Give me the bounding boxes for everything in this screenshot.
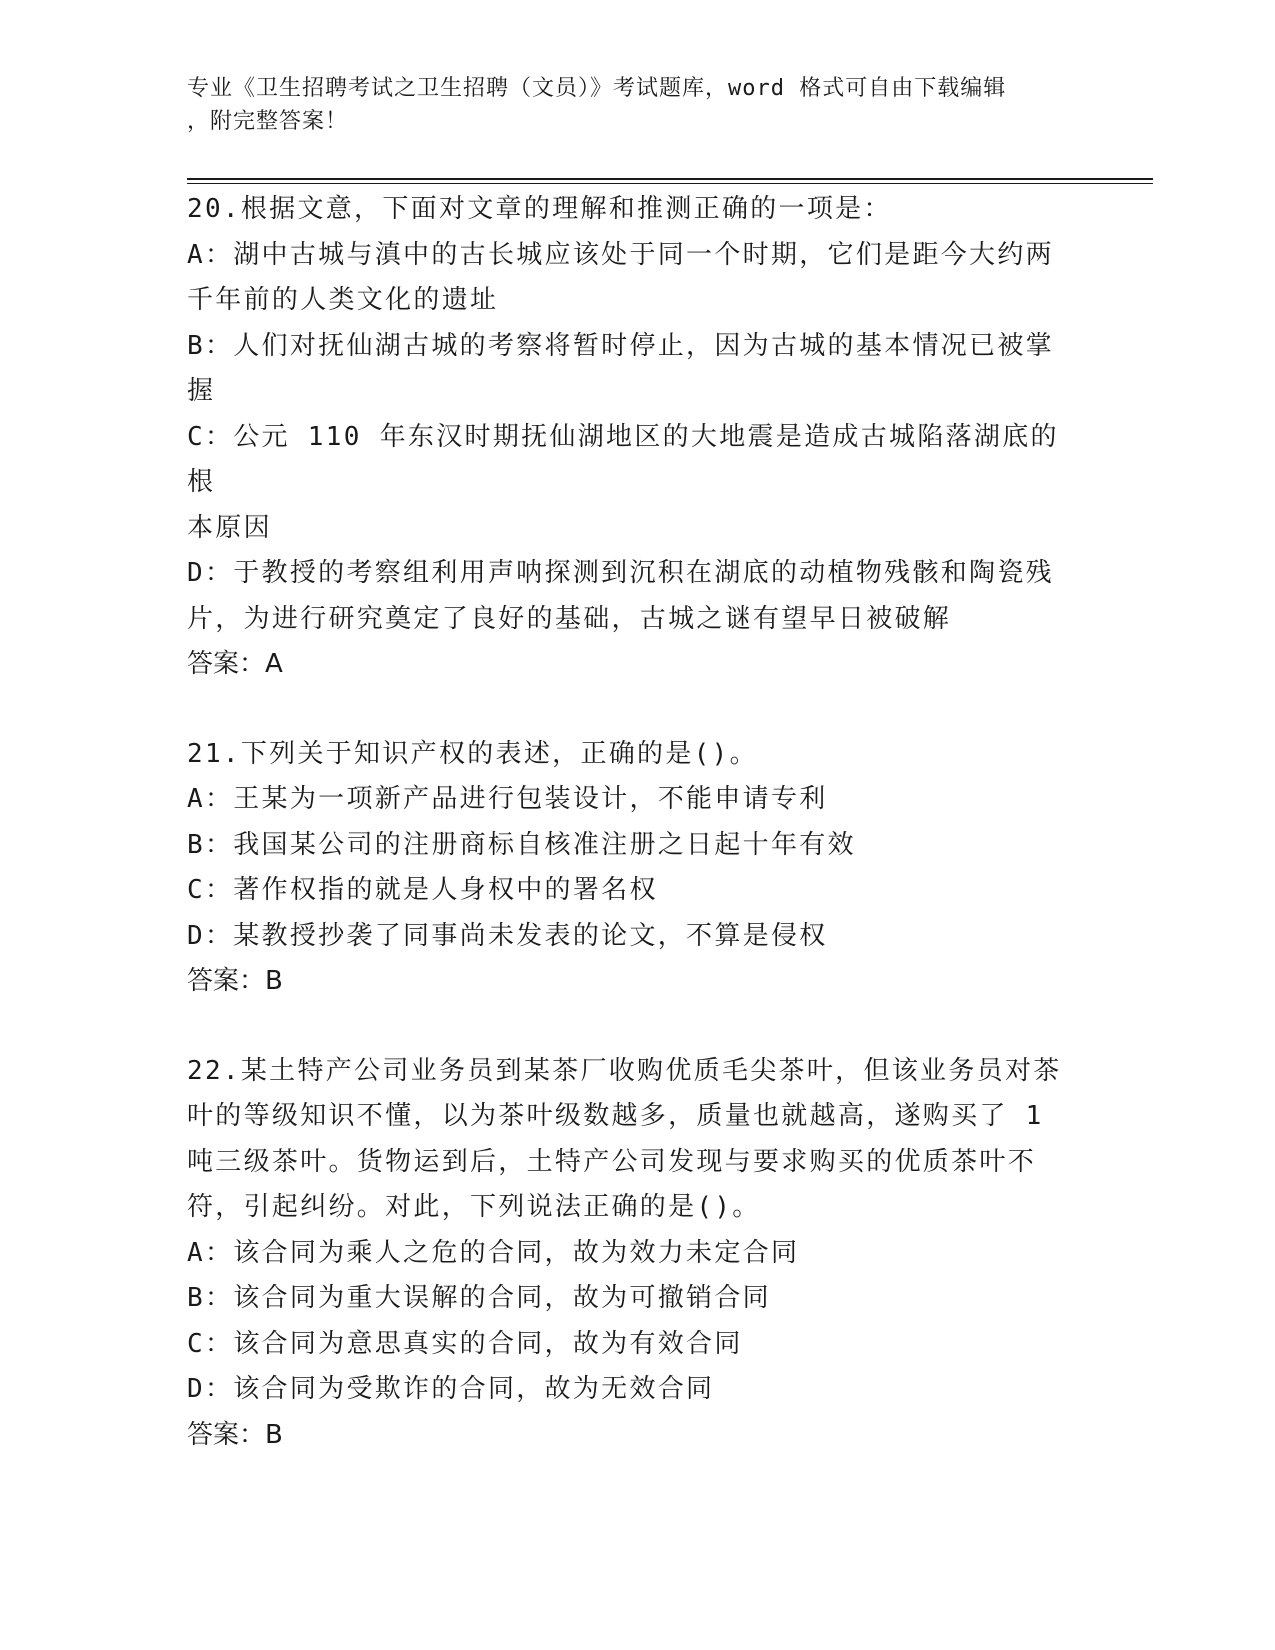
header-divider-thin bbox=[187, 183, 1153, 184]
answer-option: 本原因 bbox=[187, 512, 272, 543]
question-block bbox=[187, 187, 1087, 688]
answer-option: B：该合同为重大误解的合同，故为可撤销合同 bbox=[187, 1283, 771, 1313]
answer-key: 答案：A bbox=[187, 649, 283, 679]
answer-option: C：该合同为意思真实的合同，故为有效合同 bbox=[187, 1328, 743, 1359]
answer-option: A：湖中古城与滇中的古长城应该处于同一个时期，它们是距今大约两 bbox=[187, 239, 1054, 270]
question-stem: 叶的等级知识不懂，以为茶叶级数越多，质量也就越高，遂购买了 1 bbox=[187, 1101, 1044, 1131]
answer-key: 答案：B bbox=[187, 966, 283, 996]
answer-option: A：王某为一项新产品进行包装设计，不能申请专利 bbox=[187, 784, 828, 814]
answer-option: 片，为进行研究奠定了良好的基础，古城之谜有望早日被破解 bbox=[187, 603, 952, 634]
answer-option: B：人们对抚仙湖古城的考察将暂时停止，因为古城的基本情况已被掌 bbox=[187, 330, 1054, 361]
answer-option: D：该合同为受欺诈的合同，故为无效合同 bbox=[187, 1374, 715, 1404]
answer-option: C：著作权指的就是人身权中的署名权 bbox=[187, 875, 658, 905]
answer-option: A：该合同为乘人之危的合同，故为效力未定合同 bbox=[187, 1237, 800, 1268]
question-stem: 21.下列关于知识产权的表述，正确的是()。 bbox=[187, 738, 758, 769]
question-stem: 22.某土特产公司业务员到某茶厂收购优质毛尖茶叶，但该业务员对茶 bbox=[187, 1055, 1062, 1086]
question-block bbox=[187, 1049, 1087, 1459]
question-stem: 符，引起纠纷。对此，下列说法正确的是()。 bbox=[187, 1192, 761, 1222]
answer-option: B：我国某公司的注册商标自核准注册之日起十年有效 bbox=[187, 829, 856, 860]
answer-option: 千年前的人类文化的遗址 bbox=[187, 285, 499, 315]
header-divider-thick bbox=[187, 178, 1153, 180]
answer-key: 答案：B bbox=[187, 1419, 283, 1450]
answer-option: D：某教授抄袭了同事尚未发表的论文，不算是侵权 bbox=[187, 920, 828, 951]
question-block bbox=[187, 732, 1087, 1005]
question-stem: 吨三级茶叶。货物运到后，土特产公司发现与要求购买的优质茶叶不 bbox=[187, 1146, 1037, 1177]
header-line-2: ，附完整答案！ bbox=[187, 109, 349, 134]
answer-option: 握 bbox=[187, 376, 216, 406]
question-list bbox=[187, 187, 1087, 1502]
answer-option: D：于教授的考察组利用声呐探测到沉积在湖底的动植物残骸和陶瓷残 bbox=[187, 558, 1054, 588]
header-line-1: 专业《卫生招聘考试之卫生招聘（文员）》考试题库，word 格式可自由下载编辑 bbox=[187, 76, 1007, 101]
question-stem: 20.根据文意，下面对文章的理解和推测正确的一项是： bbox=[187, 194, 892, 224]
answer-option: C：公元 110 年东汉时期抚仙湖地区的大地震是造成古城陷落湖底的根 bbox=[187, 421, 1059, 497]
document-header bbox=[187, 72, 1067, 138]
